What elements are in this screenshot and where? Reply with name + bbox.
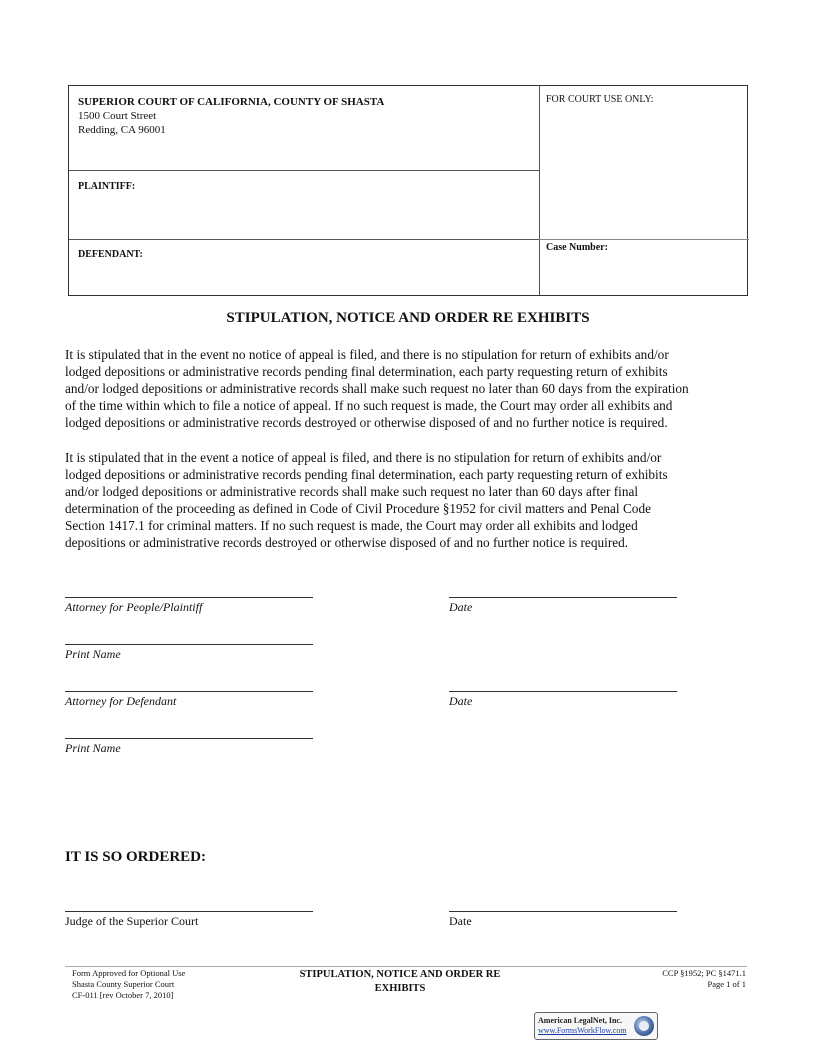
print-name-label-1: Print Name: [65, 647, 121, 661]
print-name-line-1[interactable]: [65, 644, 313, 645]
paragraph-1-line: It is stipulated that in the event no notice of appeal is filed, and there is no stipulation for return of exhibits and/or: [65, 347, 669, 362]
logo-url-link[interactable]: www.FormsWorkFlow.com: [538, 1026, 627, 1035]
paragraph-1: [65, 346, 755, 431]
court-address-line2: Redding, CA 96001: [78, 124, 166, 136]
court-name: SUPERIOR COURT OF CALIFORNIA, COUNTY OF SHASTA: [78, 96, 385, 108]
page-title: STIPULATION, NOTICE AND ORDER RE EXHIBITS: [226, 310, 590, 326]
court-address: [78, 109, 166, 137]
footer-rule: [65, 966, 747, 967]
defendant-label: DEFENDANT:: [78, 249, 143, 260]
footer-center-line: STIPULATION, NOTICE AND ORDER RE: [299, 969, 501, 980]
footer-right-line: Page 1 of 1: [707, 979, 746, 989]
caption-box: [68, 85, 748, 296]
footer-form-title: [270, 968, 530, 996]
order-heading: IT IS SO ORDERED:: [65, 849, 207, 865]
paragraph-1-line: and/or lodged depositions or administrative records shall make such request no later than 60 days from the expiration: [65, 381, 689, 397]
order-date-label: Date: [449, 914, 472, 928]
legalnet-logo[interactable]: [534, 1012, 658, 1040]
court-address-line1: 1500 Court Street: [78, 110, 157, 122]
footer-form-info: [72, 968, 185, 1001]
court-use-label: FOR COURT USE ONLY:: [546, 94, 654, 105]
case-number-field[interactable]: [541, 256, 747, 294]
paragraph-2-line: Section 1417.1 for criminal matters. If no such request is made, the Court may order all exhibits and lodged: [65, 518, 638, 534]
judge-signature-line[interactable]: [65, 911, 313, 912]
plaintiff-field[interactable]: [70, 192, 538, 238]
caption-divider-vertical: [539, 86, 540, 295]
case-number-label: Case Number:: [546, 242, 608, 253]
date-label-1: Date: [449, 600, 473, 614]
attorney-plaintiff-label: Attorney for People/Plaintiff: [65, 600, 203, 614]
defendant-field[interactable]: [70, 262, 538, 294]
footer-center-line: EXHIBITS: [374, 983, 426, 994]
caption-divider-court: [69, 170, 539, 171]
attorney-plaintiff-signature-line[interactable]: [65, 597, 313, 598]
attorney-defendant-label: Attorney for Defendant: [65, 694, 177, 708]
paragraph-2-line: lodged depositions or administrative records pending final determination, each party requesting return of exhibits: [65, 467, 668, 483]
footer-left-line: CF-011 [rev October 7, 2010]: [72, 990, 174, 1000]
paragraph-2: [65, 449, 755, 552]
paragraph-2-line: depositions or administrative records destroyed or otherwise disposed of and no further notice is required.: [65, 535, 629, 551]
paragraph-1-line: lodged depositions or administrative records destroyed or otherwise disposed of and no further notice is required.: [65, 415, 668, 431]
order-date-line[interactable]: [449, 911, 677, 912]
footer-left-line: Form Approved for Optional Use: [72, 968, 186, 978]
paragraph-1-line: of the time within which to file a notice of appeal. If no such request is made, the Court may order all exhibits and: [65, 398, 673, 414]
date-line-2[interactable]: [449, 691, 677, 692]
caption-divider-case: [539, 239, 749, 240]
globe-icon: [634, 1016, 654, 1036]
paragraph-2-line: It is stipulated that in the event a notice of appeal is filed, and there is no stipulation for return of exhibits and/or: [65, 450, 662, 465]
footer-right-line: CCP §1952; PC §1471.1: [662, 968, 746, 978]
paragraph-2-line: determination of the proceeding as defined in Code of Civil Procedure §1952 for civil matters and Penal Code: [65, 501, 652, 517]
date-line-1[interactable]: [449, 597, 677, 598]
logo-company-name: American LegalNet, Inc.: [538, 1016, 622, 1025]
paragraph-1-line: lodged depositions or administrative records pending final determination, each party requesting return of exhibits: [65, 364, 668, 380]
print-name-line-2[interactable]: [65, 738, 313, 739]
paragraph-2-line: and/or lodged depositions or administrative records shall make such request no later than 60 days after final: [65, 484, 639, 500]
judge-label: Judge of the Superior Court: [65, 914, 199, 928]
footer-left-line: Shasta County Superior Court: [72, 979, 175, 989]
date-label-2: Date: [449, 694, 473, 708]
footer-citation: [600, 968, 746, 990]
attorney-defendant-signature-line[interactable]: [65, 691, 313, 692]
print-name-label-2: Print Name: [65, 741, 121, 755]
caption-divider-plaintiff: [69, 239, 539, 240]
plaintiff-label: PLAINTIFF:: [78, 181, 136, 192]
